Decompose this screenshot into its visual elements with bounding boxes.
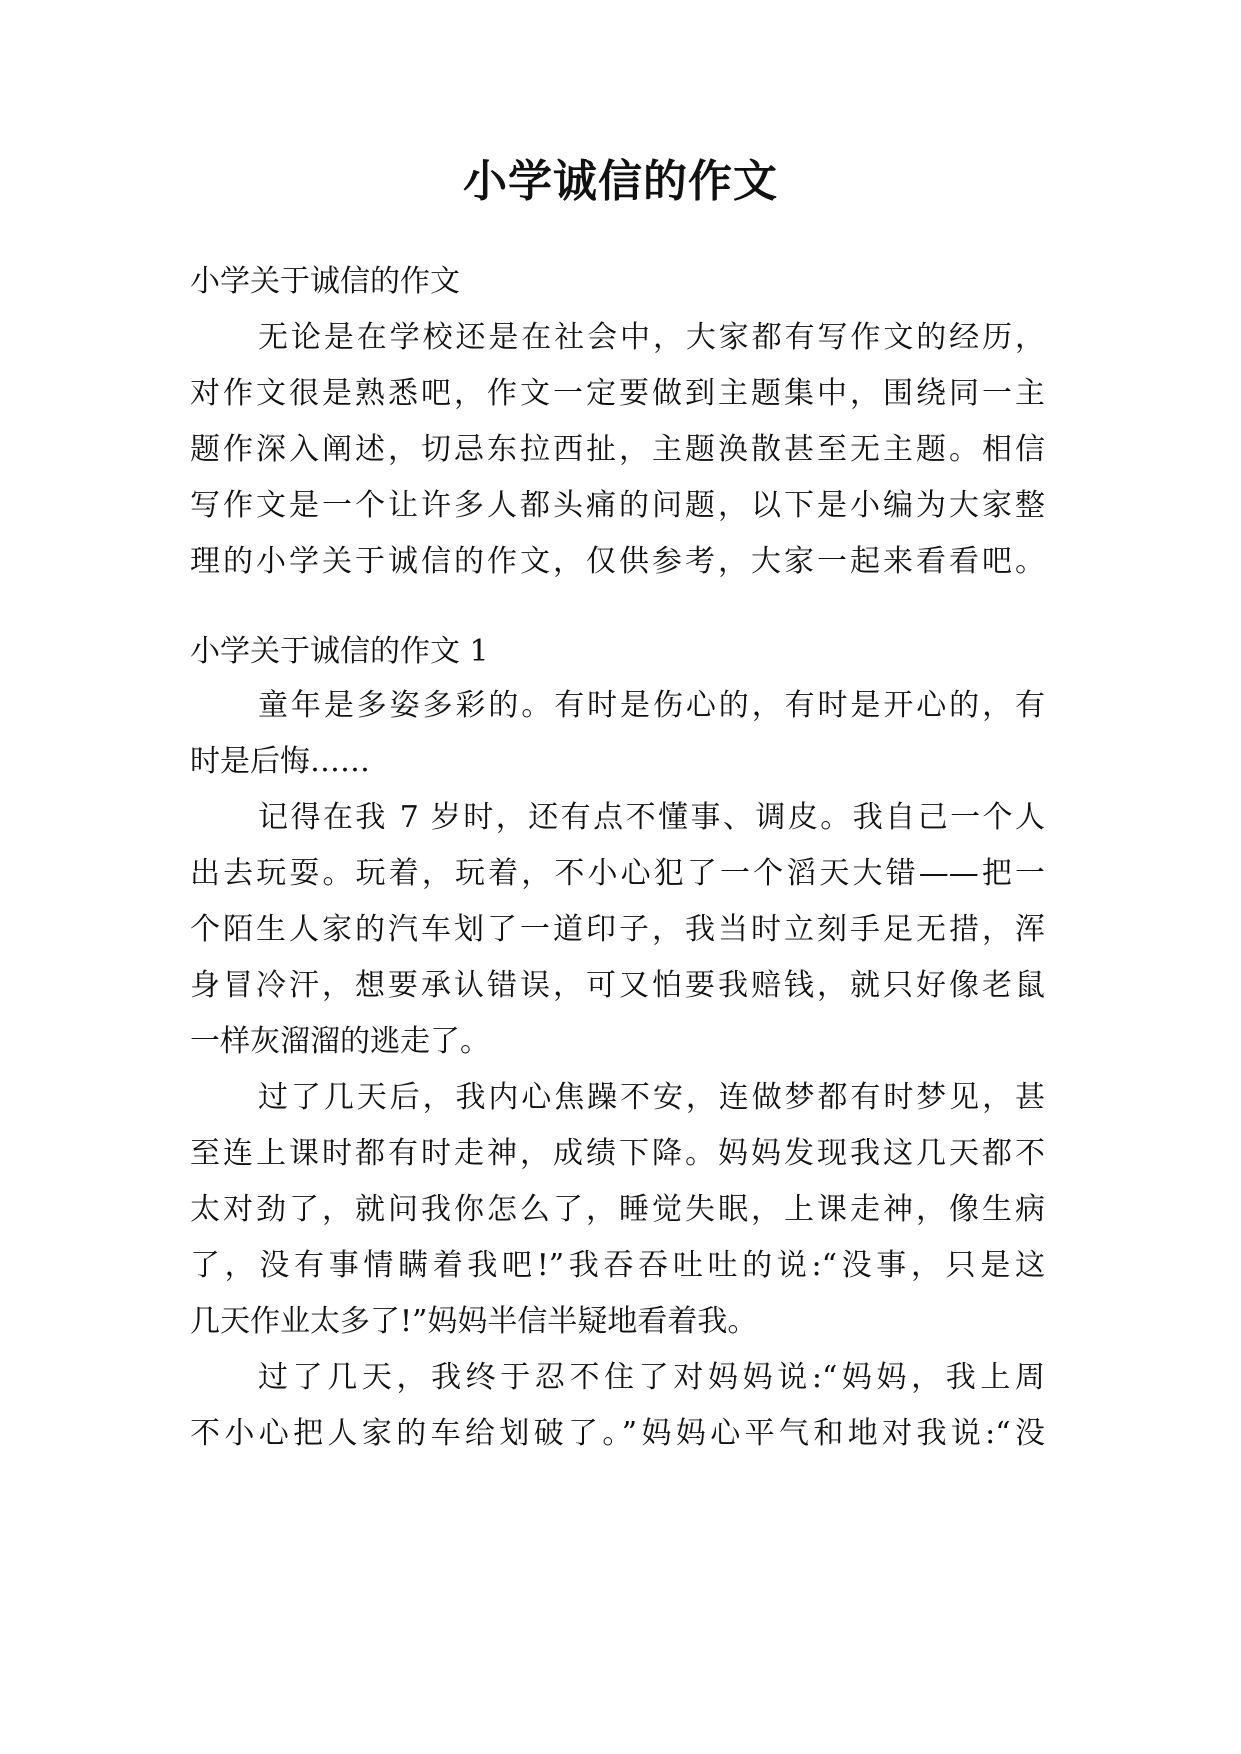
paragraph-line: 出去玩耍。玩着，玩着，不小心犯了一个滔天大错——把一 (190, 856, 1045, 891)
intro-line: 理的小学关于诚信的作文，仅供参考，大家一起来看看吧。 (190, 544, 1045, 579)
intro-line: 无论是在学校还是在社会中，大家都有写作文的经历， (258, 320, 1045, 355)
section-heading: 小学关于诚信的作文 (190, 264, 460, 299)
paragraph-line: 至连上课时都有时走神，成绩下降。妈妈发现我这几天都不 (190, 1136, 1045, 1171)
paragraph-line: 几天作业太多了!”妈妈半信半疑地看着我。 (190, 1304, 758, 1339)
intro-line: 对作文很是熟悉吧，作文一定要做到主题集中，围绕同一主 (190, 376, 1045, 411)
paragraph-line: 记得在我 7 岁时，还有点不懂事、调皮。我自己一个人 (258, 800, 1045, 835)
document-title: 小学诚信的作文 (463, 156, 778, 207)
paragraph-line: 过了几天，我终于忍不住了对妈妈说:“妈妈，我上周 (258, 1360, 1045, 1395)
paragraph-line: 时是后悔…… (190, 744, 370, 779)
intro-line: 写作文是一个让许多人都头痛的问题，以下是小编为大家整 (190, 488, 1045, 523)
paragraph-line: 不小心把人家的车给划破了。”妈妈心平气和地对我说:“没 (190, 1416, 1045, 1451)
paragraph-line: 身冒冷汗，想要承认错误，可又怕要我赔钱，就只好像老鼠 (190, 968, 1045, 1003)
paragraph-line: 太对劲了，就问我你怎么了，睡觉失眠，上课走神，像生病 (190, 1192, 1045, 1227)
paragraph-line: 个陌生人家的汽车划了一道印子，我当时立刻手足无措，浑 (190, 912, 1045, 947)
paragraph-line: 一样灰溜溜的逃走了。 (190, 1024, 490, 1059)
paragraph-line: 过了几天后，我内心焦躁不安，连做梦都有时梦见，甚 (258, 1080, 1045, 1115)
intro-line: 题作深入阐述，切忌东拉西扯，主题涣散甚至无主题。相信 (190, 432, 1045, 467)
paragraph-line: 了，没有事情瞒着我吧!”我吞吞吐吐的说:“没事，只是这 (190, 1248, 1045, 1283)
paragraph-line: 童年是多姿多彩的。有时是伤心的，有时是开心的，有 (258, 688, 1045, 723)
essay-heading: 小学关于诚信的作文 1 (190, 634, 489, 669)
